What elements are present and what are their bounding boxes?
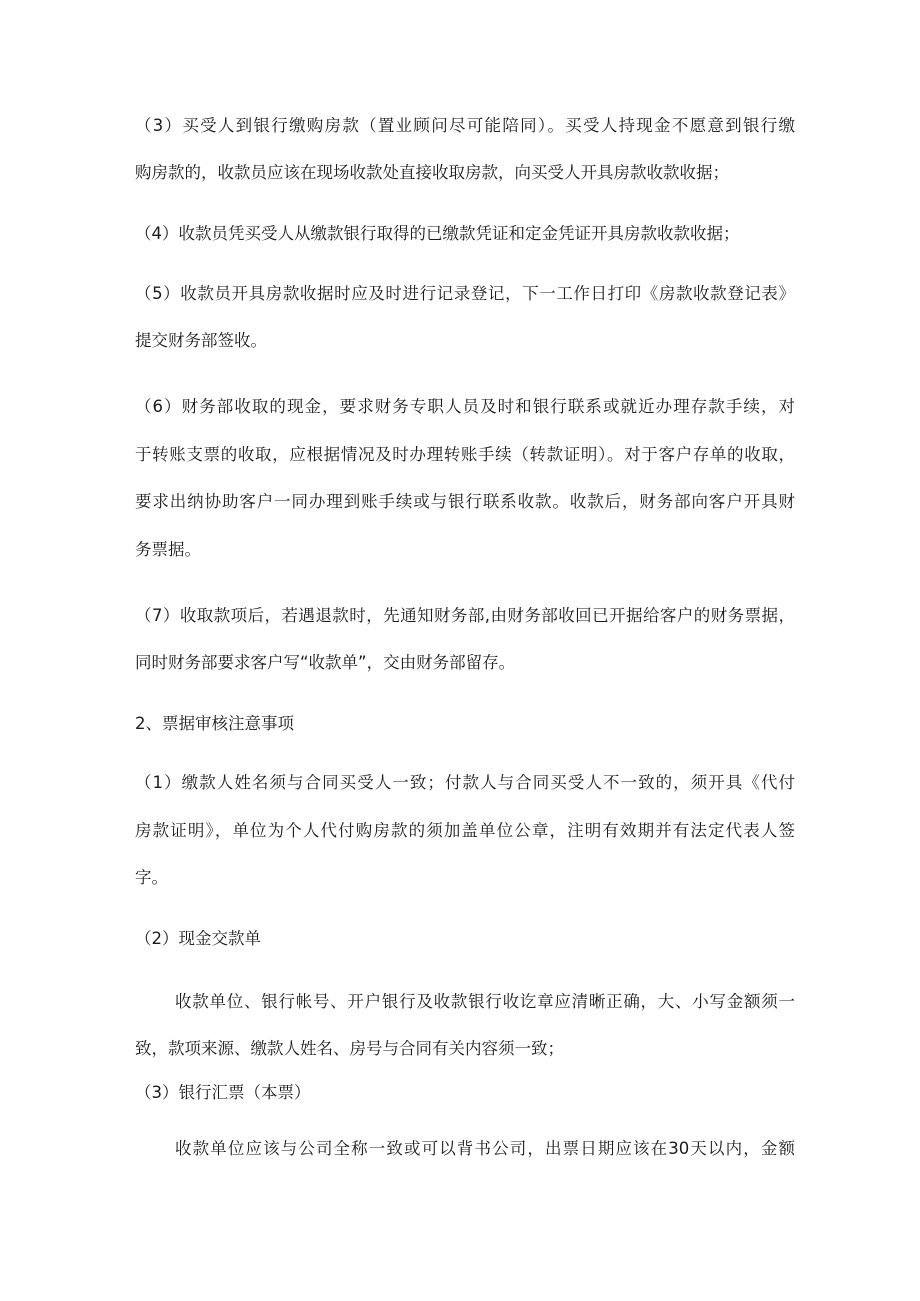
- section-heading: 2、票据审核注意事项: [135, 714, 294, 733]
- text-line: （7）收取款项后，若遇退款时，先通知财务部,由财务部收回已开据给客户的财务票据，: [135, 606, 795, 625]
- text-line: 收款单位、银行帐号、开户银行及收款银行收讫章应清晰正确，大、小写金额须一: [175, 992, 795, 1011]
- text-line: （5）收款员开具房款收据时应及时进行记录登记，下一工作日打印《房款收款登记表》: [135, 284, 795, 303]
- text-line: 致，款项来源、缴款人姓名、房号与合同有关内容须一致；: [135, 1039, 564, 1058]
- text-line: （3）银行汇票（本票）: [135, 1083, 311, 1102]
- text-line: （6）财务部收取的现金，要求财务专职人员及时和银行联系或就近办理存款手续，对: [135, 397, 795, 416]
- text-line: （3）买受人到银行缴购房款（置业顾问尽可能陪同）。买受人持现金不愿意到银行缴: [135, 116, 795, 135]
- text-line: 同时财务部要求客户写“收款单”，交由财务部留存。: [135, 653, 516, 672]
- text-line: （2）现金交款单: [135, 929, 261, 948]
- text-line: （1）缴款人姓名须与合同买受人一致；付款人与合同买受人不一致的，须开具《代付: [135, 773, 795, 792]
- text-line: 房款证明》，单位为个人代付购房款的须加盖单位公章，注明有效期并有法定代表人签: [135, 821, 795, 840]
- text-line: （4）收款员凭买受人从缴款银行取得的已缴款凭证和定金凭证开具房款收款收据；: [135, 224, 740, 243]
- text-line: 务票据。: [135, 540, 201, 559]
- text-line: 收款单位应该与公司全称一致或可以背书公司，出票日期应该在30天以内，金额: [175, 1139, 795, 1158]
- text-line: 提交财务部签收。: [135, 331, 267, 350]
- text-line: 字。: [135, 868, 168, 887]
- text-line: 购房款的，收款员应该在现场收款处直接收取房款，向买受人开具房款收款收据；: [135, 163, 729, 182]
- text-line: 要求出纳协助客户一同办理到账手续或与银行联系收款。收款后，财务部向客户开具财: [135, 492, 795, 511]
- text-line: 于转账支票的收取，应根据情况及时办理转账手续（转款证明）。对于客户存单的收取，: [135, 445, 795, 464]
